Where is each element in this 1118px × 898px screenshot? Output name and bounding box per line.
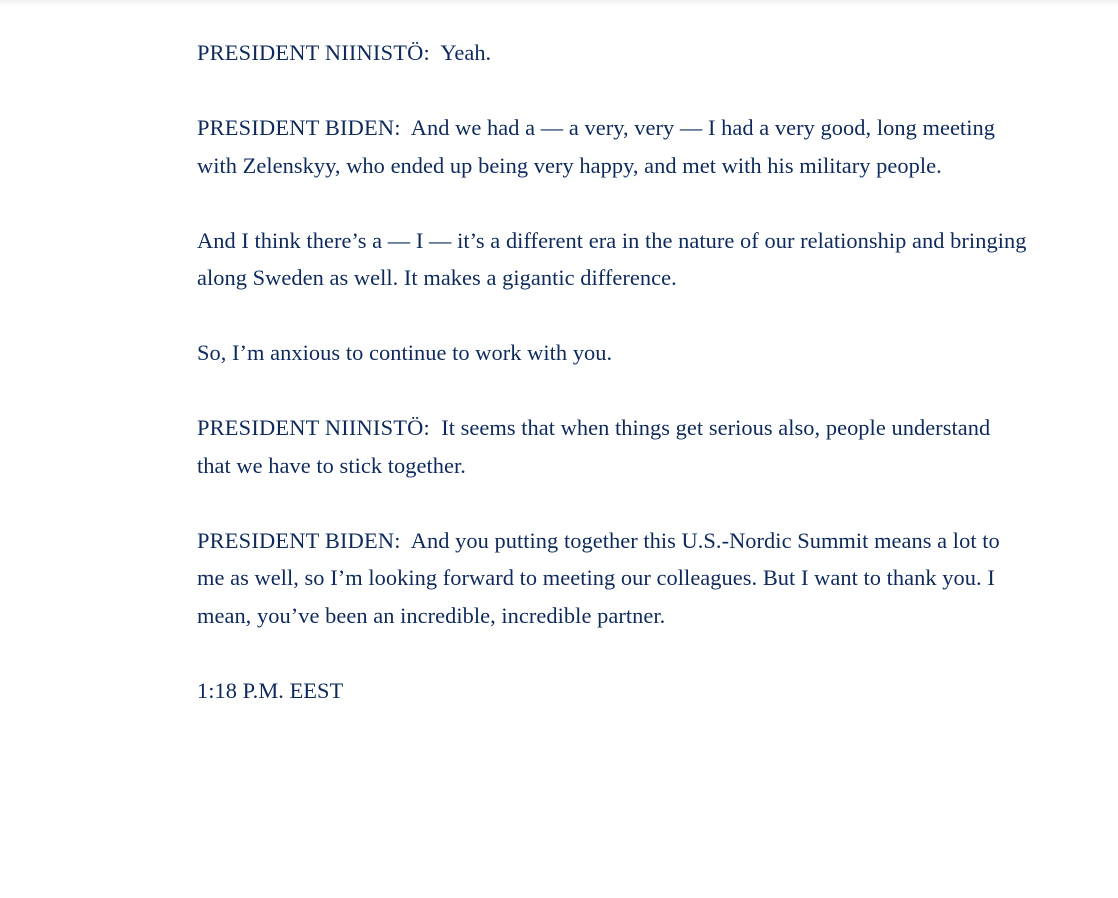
speaker-label: PRESIDENT NIINISTÖ:: [197, 40, 430, 65]
paragraph-text: And you putting together this U.S.-Nordic Summit means a lot to me as well, so I’m looking forward to meeting our colleagues. But I want to thank you. I mean, you’ve been an incredible, incredible partner.: [197, 527, 1000, 628]
transcript-paragraph-4: [197, 334, 1027, 372]
paragraph-text: Yeah.: [440, 40, 492, 65]
paragraph-text: So, I’m anxious to continue to work with you.: [197, 340, 613, 366]
speaker-label: PRESIDENT BIDEN:: [197, 527, 401, 553]
transcript-paragraph-3: [197, 222, 1027, 297]
speaker-label: PRESIDENT BIDEN:: [197, 114, 401, 140]
paragraph-text: It seems that when things get serious also, people understand that we have to stick together.: [197, 415, 991, 478]
paragraph-text: And I think there’s a — I — it’s a different era in the nature of our relationship and bringing along Sweden as well. It makes a gigantic difference.: [197, 227, 1027, 291]
paragraph-text: And we had a — a very, very — I had a very good, long meeting with Zelenskyy, who ended up being very happy, and met with his military people.: [197, 114, 995, 178]
end-time: 1:18 P.M. EEST: [197, 677, 344, 703]
transcript-paragraph-5: [197, 409, 1027, 484]
transcript-body: [197, 34, 1027, 747]
speaker-label: PRESIDENT NIINISTÖ:: [197, 415, 430, 441]
transcript-paragraph-6: [197, 522, 1027, 635]
top-edge-shadow: [0, 0, 1118, 6]
transcript-paragraph-1: [197, 34, 1027, 72]
transcript-paragraph-2: [197, 109, 1027, 184]
